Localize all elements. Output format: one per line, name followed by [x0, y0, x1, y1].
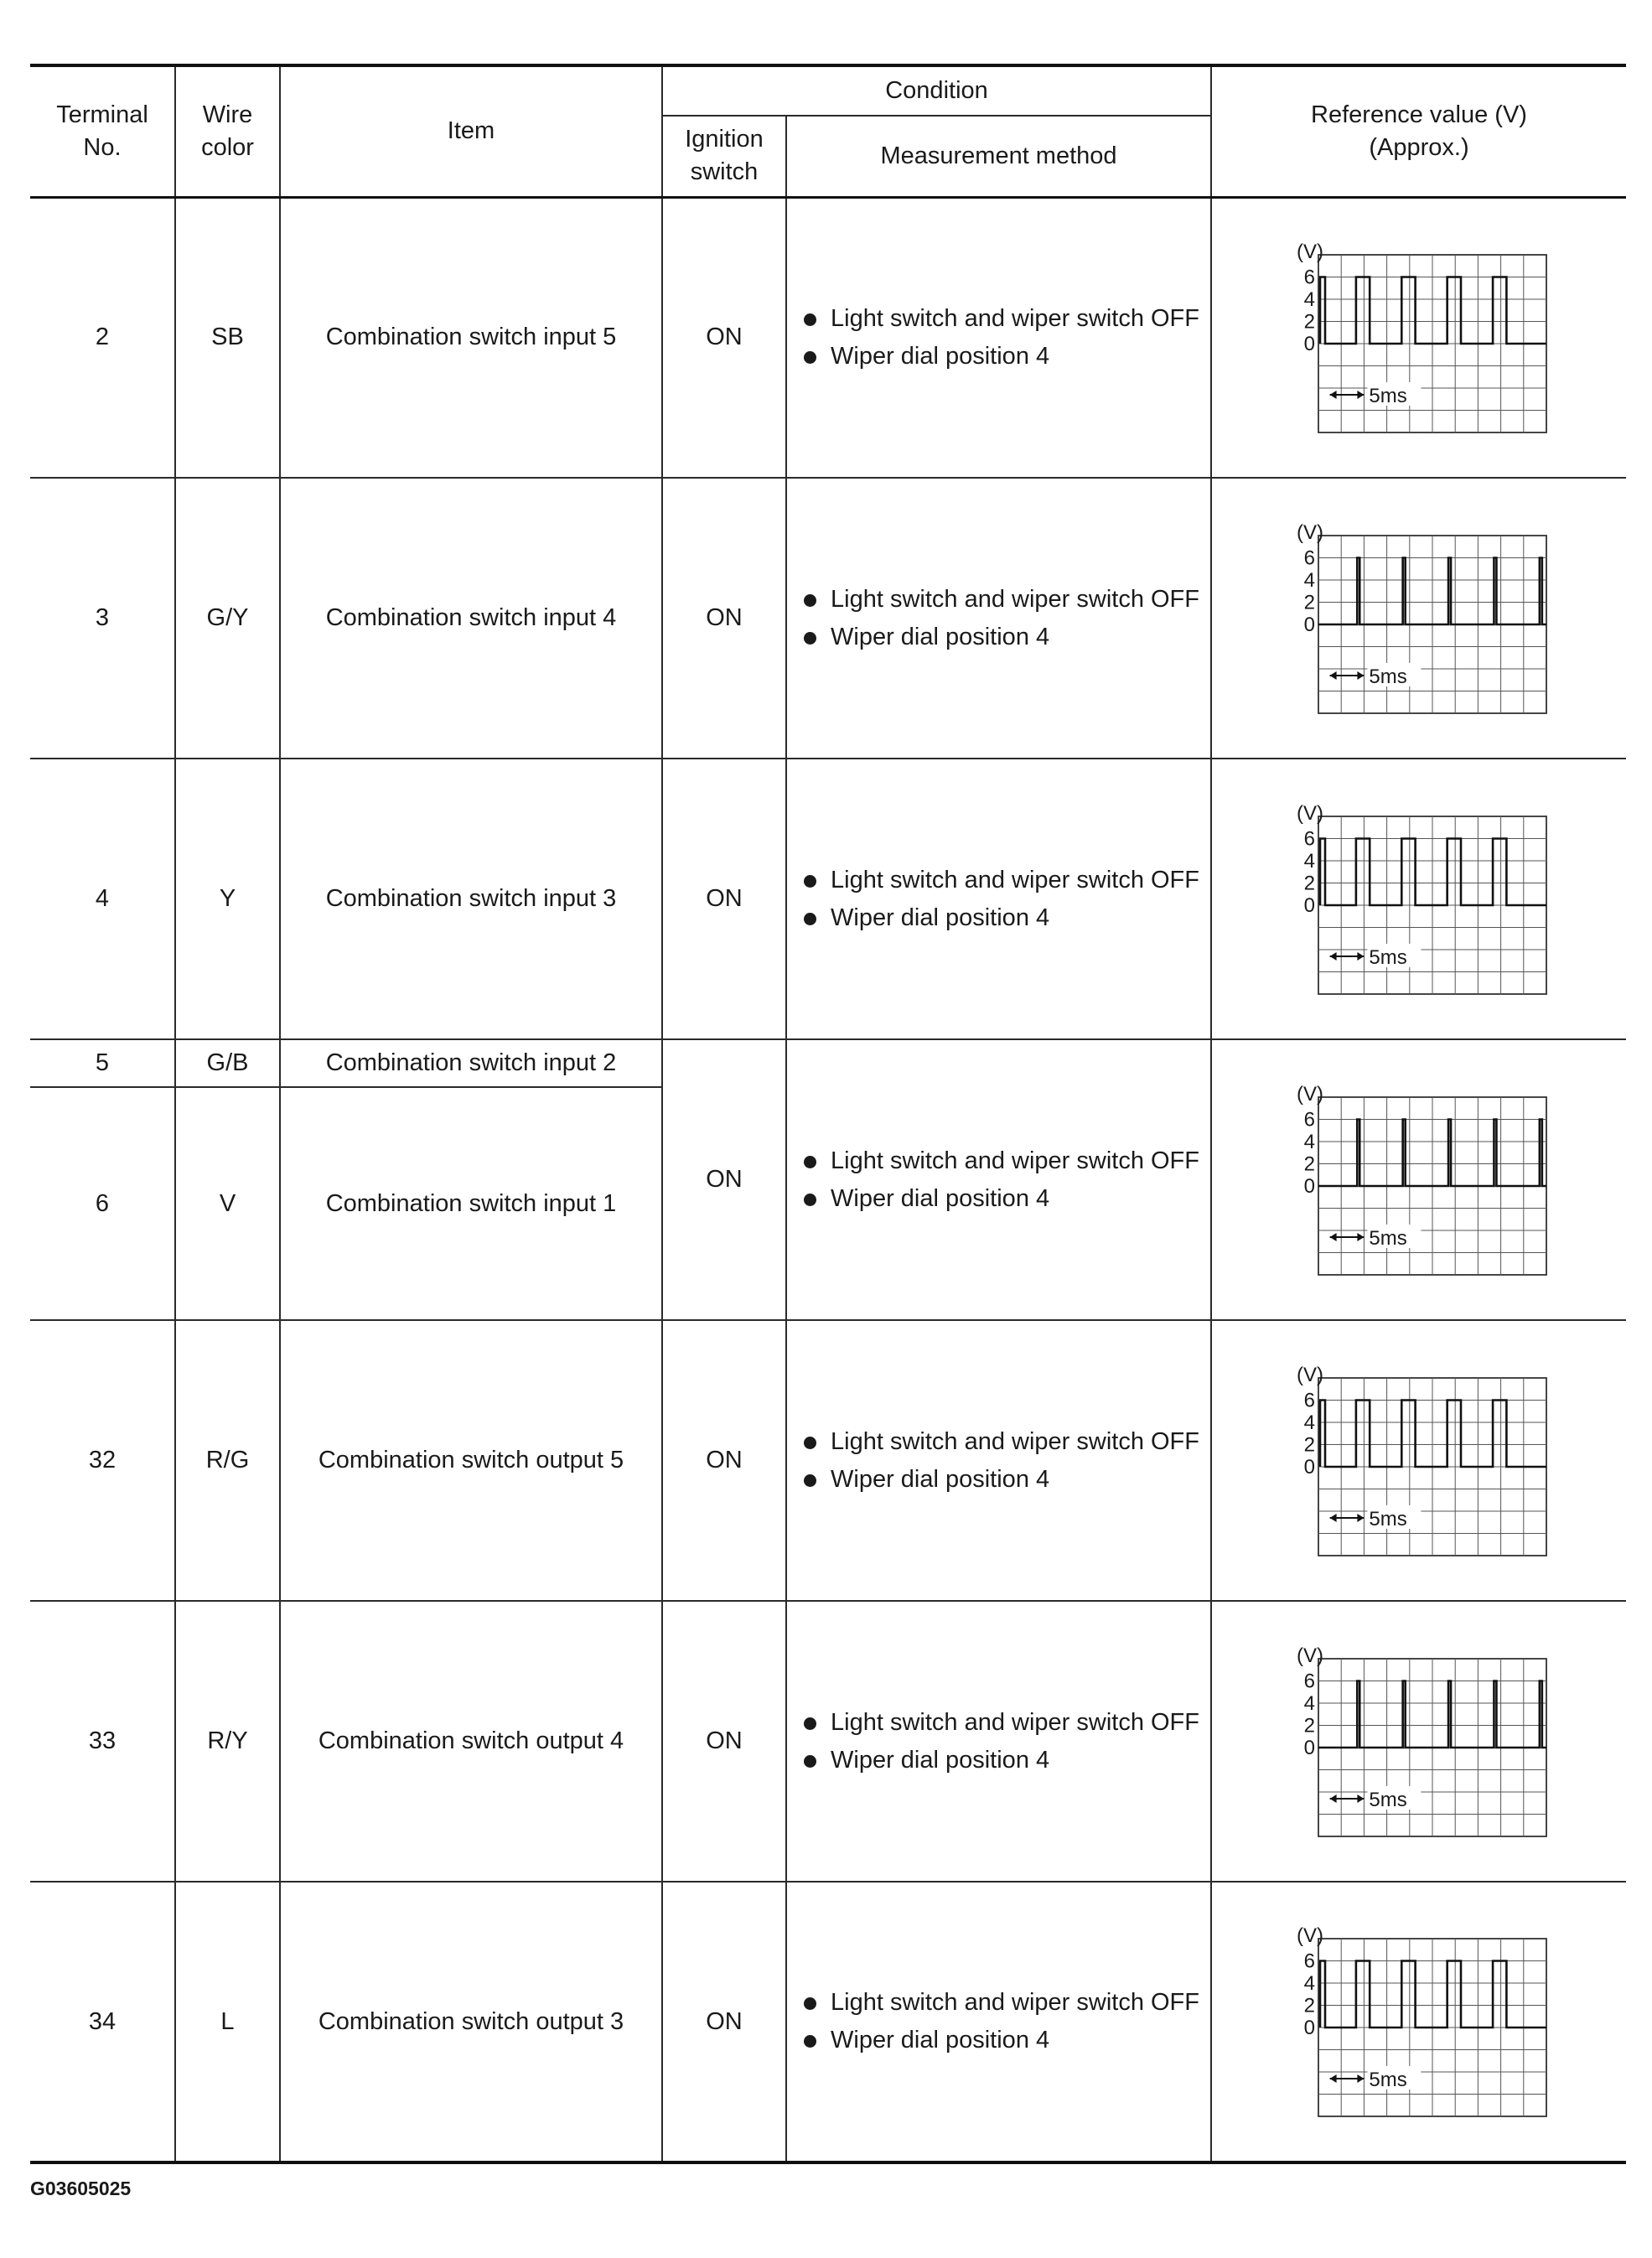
y-tick-label: 6: [1303, 1108, 1315, 1131]
table-row: [30, 478, 1626, 759]
terminal-no: 4: [30, 759, 175, 1039]
oscilloscope-waveform: [1277, 1645, 1561, 1838]
y-tick-label: 0: [1303, 1455, 1315, 1479]
time-scale-label: 5ms: [1369, 1788, 1407, 1811]
arrow-left-icon: [1330, 951, 1337, 960]
header-condition: Condition: [662, 65, 1211, 116]
arrow-right-icon: [1357, 2074, 1364, 2083]
arrow-right-icon: [1357, 1794, 1364, 1802]
y-tick-label: 4: [1303, 1411, 1315, 1434]
arrow-left-icon: [1330, 1232, 1337, 1240]
oscilloscope-waveform: [1277, 1084, 1561, 1277]
time-scale-label: 5ms: [1369, 1226, 1407, 1250]
time-scale-label: 5ms: [1369, 2068, 1407, 2091]
y-tick-label: 0: [1303, 893, 1315, 917]
table-row: [30, 1320, 1626, 1601]
y-unit-label: (V): [1297, 1083, 1323, 1106]
y-tick-label: 4: [1303, 1130, 1315, 1153]
condition-bullet: Wiper dial position 4: [804, 1183, 1210, 1215]
reference-waveform-cell: [1211, 1601, 1626, 1882]
table-row: [30, 1882, 1626, 2162]
table-row: [30, 759, 1626, 1039]
y-tick-label: 2: [1303, 1714, 1315, 1737]
arrow-left-icon: [1330, 671, 1337, 679]
ignition-switch-state: ON: [662, 197, 786, 478]
condition-bullet: Light switch and wiper switch OFF: [804, 864, 1210, 897]
reference-waveform-cell: [1211, 197, 1626, 478]
item-description: Combination switch output 4: [280, 1601, 662, 1882]
arrow-left-icon: [1330, 2074, 1337, 2083]
wire-color: Y: [175, 759, 280, 1039]
waveform-trace: [1320, 1961, 1546, 2028]
y-unit-label: (V): [1297, 1364, 1323, 1386]
bullet-dot-icon: [804, 2035, 816, 2048]
reference-waveform-cell: [1211, 1320, 1626, 1601]
header-item: Item: [280, 65, 662, 197]
arrow-left-icon: [1330, 1513, 1337, 1521]
y-tick-label: 2: [1303, 1152, 1315, 1175]
condition-bullet: Wiper dial position 4: [804, 340, 1210, 373]
condition-bullet: Wiper dial position 4: [804, 1744, 1210, 1777]
oscilloscope-waveform: [1277, 241, 1561, 434]
arrow-left-icon: [1330, 391, 1337, 399]
item-description: Combination switch input 4: [280, 478, 662, 759]
item-description: Combination switch output 3: [280, 1882, 662, 2162]
bullet-dot-icon: [804, 1194, 816, 1206]
waveform-trace: [1320, 838, 1546, 905]
y-tick-label: 6: [1303, 1670, 1315, 1692]
y-tick-label: 6: [1303, 1389, 1315, 1411]
header-ignition-switch: Ignition switch: [662, 116, 786, 197]
arrow-right-icon: [1357, 1232, 1364, 1240]
bullet-dot-icon: [804, 1717, 816, 1730]
reference-waveform-cell: [1211, 1882, 1626, 2162]
y-unit-label: (V): [1297, 1644, 1323, 1667]
terminal-no: 2: [30, 197, 175, 478]
oscilloscope-waveform: [1277, 1925, 1561, 2118]
wire-color: R/Y: [175, 1601, 280, 1882]
wire-color: SB: [175, 197, 280, 478]
bullet-dot-icon: [804, 1156, 816, 1168]
arrow-right-icon: [1357, 391, 1364, 399]
wire-color: G/B: [175, 1039, 280, 1087]
condition-bullet: Light switch and wiper switch OFF: [804, 303, 1210, 335]
condition-bullet: Light switch and wiper switch OFF: [804, 1986, 1210, 2019]
y-tick-label: 4: [1303, 1972, 1315, 1995]
item-description: Combination switch output 5: [280, 1320, 662, 1601]
y-tick-label: 0: [1303, 332, 1315, 355]
terminal-no: 34: [30, 1882, 175, 2162]
terminal-no: 32: [30, 1320, 175, 1601]
y-tick-label: 6: [1303, 827, 1315, 850]
y-tick-label: 2: [1303, 1433, 1315, 1456]
header-measurement-method: Measurement method: [786, 116, 1211, 197]
y-tick-label: 4: [1303, 568, 1315, 592]
condition-bullet: Light switch and wiper switch OFF: [804, 1145, 1210, 1178]
measurement-method: [786, 197, 1211, 478]
waveform-trace: [1320, 1400, 1546, 1467]
wire-color: G/Y: [175, 478, 280, 759]
measurement-method: [786, 1882, 1211, 2162]
y-tick-label: 6: [1303, 1950, 1315, 1973]
bullet-dot-icon: [804, 313, 816, 326]
y-unit-label: (V): [1297, 521, 1323, 544]
waveform-trace: [1320, 277, 1546, 344]
bullet-dot-icon: [804, 1437, 816, 1449]
bullet-dot-icon: [804, 351, 816, 364]
item-description: Combination switch input 1: [280, 1087, 662, 1320]
measurement-method: [786, 1601, 1211, 1882]
bullet-dot-icon: [804, 1997, 816, 2010]
y-tick-label: 0: [1303, 613, 1315, 636]
bullet-dot-icon: [804, 1755, 816, 1768]
bullet-dot-icon: [804, 875, 816, 888]
ignition-switch-state: ON: [662, 759, 786, 1039]
condition-bullet: Wiper dial position 4: [804, 1463, 1210, 1496]
terminal-no: 3: [30, 478, 175, 759]
y-tick-label: 0: [1303, 2017, 1315, 2039]
ignition-switch-state: ON: [662, 1039, 786, 1320]
condition-bullet: Wiper dial position 4: [804, 621, 1210, 654]
ignition-switch-state: ON: [662, 1320, 786, 1601]
y-tick-label: 4: [1303, 287, 1315, 311]
time-scale-label: 5ms: [1369, 665, 1407, 688]
header-terminal-no: Terminal No.: [30, 65, 175, 197]
terminal-no: 5: [30, 1039, 175, 1087]
oscilloscope-waveform: [1277, 522, 1561, 715]
y-unit-label: (V): [1297, 241, 1323, 263]
item-description: Combination switch input 5: [280, 197, 662, 478]
item-description: Combination switch input 3: [280, 759, 662, 1039]
y-tick-label: 2: [1303, 310, 1315, 334]
time-scale-label: 5ms: [1369, 1507, 1407, 1530]
measurement-method: [786, 759, 1211, 1039]
y-tick-label: 0: [1303, 1736, 1315, 1759]
y-tick-label: 6: [1303, 546, 1315, 569]
y-tick-label: 6: [1303, 266, 1315, 289]
ignition-switch-state: ON: [662, 1601, 786, 1882]
measurement-method: [786, 1039, 1211, 1320]
measurement-method: [786, 478, 1211, 759]
arrow-right-icon: [1357, 951, 1364, 960]
y-tick-label: 2: [1303, 1994, 1315, 2017]
terminal-no: 33: [30, 1601, 175, 1882]
item-description: Combination switch input 2: [280, 1039, 662, 1087]
reference-waveform-cell: [1211, 478, 1626, 759]
header-wire-color: Wire color: [175, 65, 280, 197]
ignition-switch-state: ON: [662, 478, 786, 759]
condition-bullet: Wiper dial position 4: [804, 902, 1210, 935]
oscilloscope-waveform: [1277, 803, 1561, 996]
reference-waveform-cell: [1211, 759, 1626, 1039]
y-tick-label: 2: [1303, 591, 1315, 614]
bullet-dot-icon: [804, 913, 816, 925]
y-tick-label: 4: [1303, 1691, 1315, 1715]
y-tick-label: 0: [1303, 1174, 1315, 1198]
y-unit-label: (V): [1297, 802, 1323, 825]
condition-bullet: Light switch and wiper switch OFF: [804, 1426, 1210, 1458]
bullet-dot-icon: [804, 594, 816, 607]
bullet-dot-icon: [804, 1474, 816, 1487]
arrow-right-icon: [1357, 1513, 1364, 1521]
condition-bullet: Wiper dial position 4: [804, 2024, 1210, 2057]
y-tick-label: 4: [1303, 849, 1315, 873]
figure-id: G03605025: [30, 2178, 132, 2199]
table-row: [30, 197, 1626, 478]
arrow-right-icon: [1357, 671, 1364, 679]
terminal-reference-table: [30, 64, 1626, 2164]
table-row: [30, 1601, 1626, 1882]
wire-color: V: [175, 1087, 280, 1320]
ignition-switch-state: ON: [662, 1882, 786, 2162]
time-scale-label: 5ms: [1369, 945, 1407, 969]
time-scale-label: 5ms: [1369, 384, 1407, 407]
wire-color: R/G: [175, 1320, 280, 1601]
reference-waveform-cell: [1211, 1039, 1626, 1320]
condition-bullet: Light switch and wiper switch OFF: [804, 1706, 1210, 1739]
bullet-dot-icon: [804, 632, 816, 645]
header-reference-value: Reference value (V) (Approx.): [1211, 65, 1626, 197]
table-row: [30, 1039, 1626, 1087]
wire-color: L: [175, 1882, 280, 2162]
measurement-method: [786, 1320, 1211, 1601]
oscilloscope-waveform: [1277, 1365, 1561, 1557]
arrow-left-icon: [1330, 1794, 1337, 1802]
y-tick-label: 2: [1303, 872, 1315, 894]
y-unit-label: (V): [1297, 1925, 1323, 1947]
terminal-no: 6: [30, 1087, 175, 1320]
condition-bullet: Light switch and wiper switch OFF: [804, 583, 1210, 616]
